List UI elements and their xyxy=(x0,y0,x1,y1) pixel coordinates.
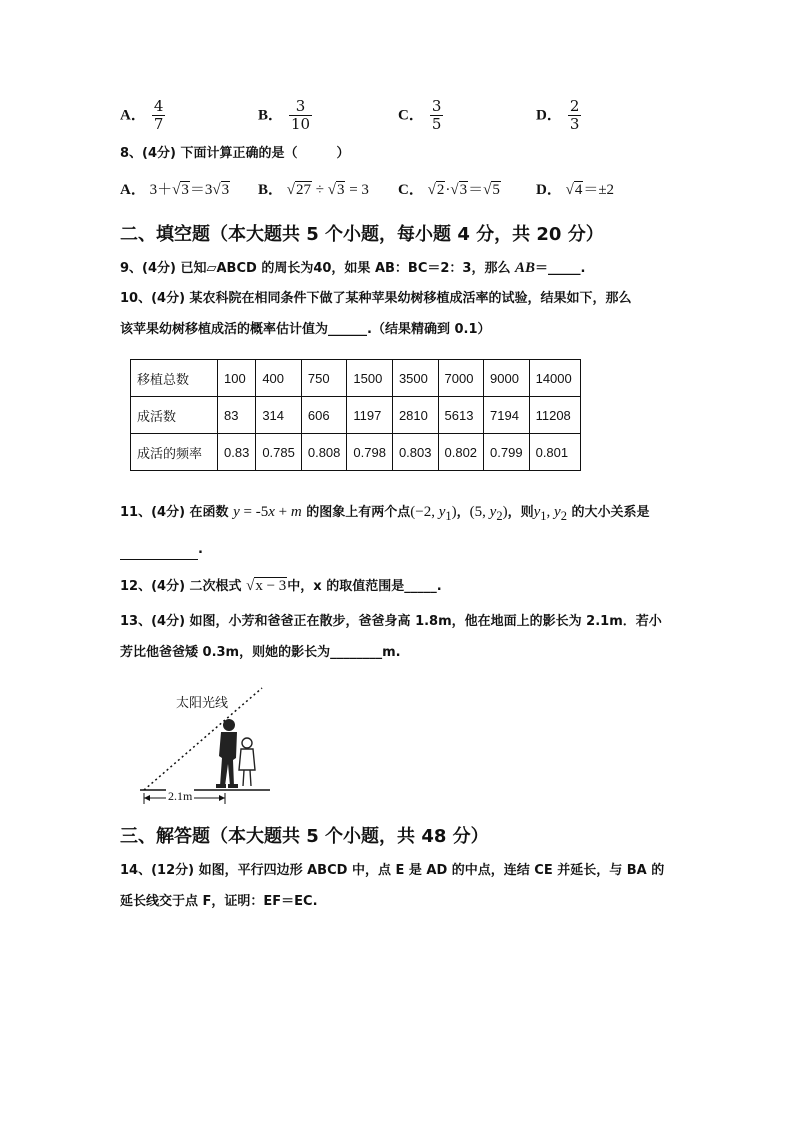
option-letter: B． xyxy=(258,182,284,198)
option-letter: C． xyxy=(398,182,424,198)
section-2-title: 二、填空题（本大题共 5 个小题，每小题 4 分，共 20 分） xyxy=(120,224,604,245)
q11-function: y = -5x + m xyxy=(233,504,302,520)
q12-radical: √x − 3 xyxy=(246,578,287,594)
table-row: 移植总数 100 400 750 1500 3500 7000 9000 14000 xyxy=(131,360,581,397)
table-row: 成活的频率 0.83 0.785 0.808 0.798 0.803 0.802 0.799 0.801 xyxy=(131,434,581,471)
q8-math-b: √27 ÷ √3 = 3 xyxy=(286,182,369,198)
dad-silhouette xyxy=(216,719,238,788)
q8-math-d: √4＝±2 xyxy=(565,182,615,198)
q12: 12、(4分) 二次根式 √x − 3中，x 的取值范围是_____. xyxy=(120,578,442,594)
q8-option-d xyxy=(536,178,614,199)
shadow-figure xyxy=(130,680,280,810)
q14-line-2: 延长线交于点 F，证明：EF＝EC. xyxy=(120,894,318,909)
q11-point-1: (−2, $y_1$) xyxy=(410,504,457,523)
girl-silhouette xyxy=(239,738,255,786)
fraction: $\frac{4}{7}$ xyxy=(153,97,164,133)
q8-stem: 8、(4分) 下面计算正确的是（ ） xyxy=(120,146,350,161)
q8-math-a: 3＋√3＝3√3 xyxy=(149,182,230,198)
table-row: 成活数 83 314 606 1197 2810 5613 7194 11208 xyxy=(131,397,581,434)
fraction: $\frac{2}{3}$ xyxy=(569,97,580,133)
option-letter: A． xyxy=(120,182,146,198)
arrow-right-icon xyxy=(219,795,225,801)
fraction: $\frac{3}{10}$ xyxy=(291,97,311,133)
q13-line-1: 13、(4分) 如图，小芳和爸爸正在散步，爸爸身高 1.8m，他在地面上的影长为 2.1m．若小 xyxy=(120,614,662,629)
q7-options xyxy=(120,98,680,138)
q8-option-c xyxy=(398,178,501,199)
q9: 9、(4分) 已知▱ABCD 的周长为40，如果 AB：BC＝2：3，那么 AB＝_____. xyxy=(120,260,586,276)
shadow-length-label: 2.1m xyxy=(168,789,193,803)
option-letter: A． xyxy=(120,107,146,124)
q10-line-2: 该苹果幼树移植成活的概率估计值为______.（结果精确到 0.1） xyxy=(120,322,491,337)
q7-option-b xyxy=(258,98,312,133)
q7-option-c xyxy=(398,98,443,133)
option-letter: D． xyxy=(536,182,562,198)
sun-ray-label: 太阳光线 xyxy=(176,692,228,711)
transplant-table xyxy=(130,359,581,471)
option-letter: D． xyxy=(536,107,562,124)
option-letter: C． xyxy=(398,107,424,124)
q11-point-2: (5, $y_2$) xyxy=(469,504,508,523)
q8-option-a xyxy=(120,178,230,199)
q8-option-b xyxy=(258,178,369,199)
q7-option-d xyxy=(536,98,581,133)
answer-blank xyxy=(120,545,198,560)
section-3-title: 三、解答题（本大题共 5 个小题，共 48 分） xyxy=(120,826,489,847)
q11-vars: $y_1$, $y_2$ xyxy=(533,504,567,523)
q7-option-a xyxy=(120,98,165,133)
q8-math-c: √2·√3＝√5 xyxy=(427,182,500,198)
arrow-left-icon xyxy=(144,795,150,801)
q11-answer-line: . xyxy=(120,540,203,560)
option-letter: B． xyxy=(258,107,284,124)
q11: 11、(4分) 在函数 y = -5x + m 的图象上有两个点(−2, $y_1$)，(5, $y_2$)，则$y_1$, $y_2$ 的大小关系是 xyxy=(120,504,650,523)
q14-line-1: 14、(12分) 如图，平行四边形 ABCD 中，点 E 是 AD 的中点，连结 CE 并延长，与 BA 的 xyxy=(120,863,665,878)
q13-line-2: 芳比他爸爸矮 0.3m，则她的影长为________m. xyxy=(120,645,401,660)
q10-line-1: 10、(4分) 某农科院在相同条件下做了某种苹果幼树移植成活率的试验，结果如下，那么 xyxy=(120,291,632,306)
q8-options xyxy=(120,178,680,204)
fraction: $\frac{3}{5}$ xyxy=(431,97,442,133)
